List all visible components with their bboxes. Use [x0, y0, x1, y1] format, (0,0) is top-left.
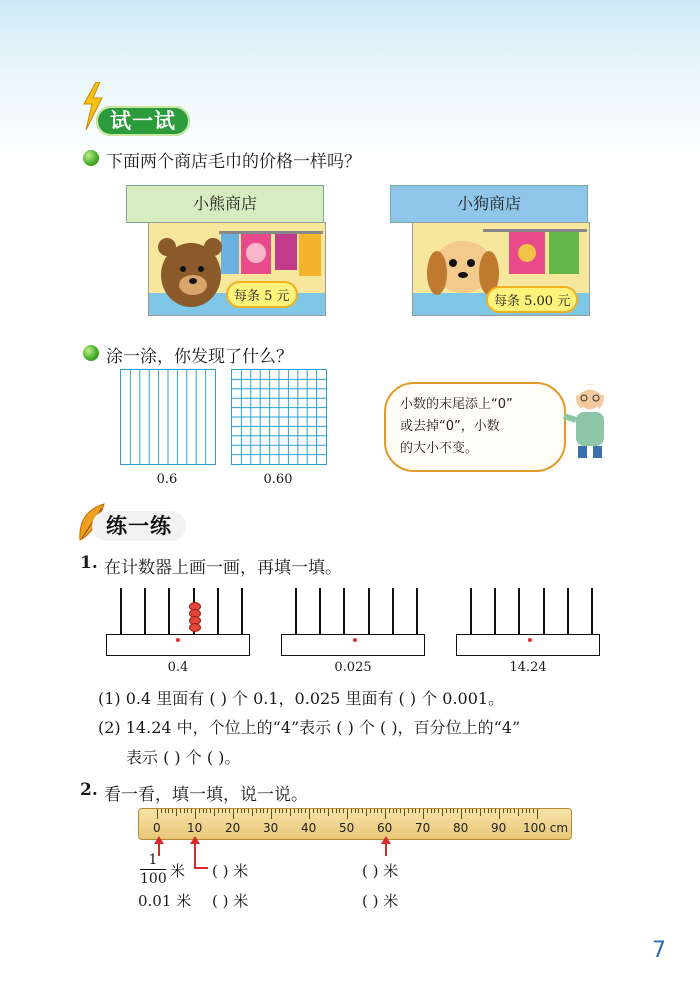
shop-sign-dog: 小狗商店	[390, 185, 588, 223]
arrow-10	[194, 840, 196, 868]
ruler-tick	[404, 809, 405, 816]
decimal-point-icon	[176, 638, 180, 642]
blank-row2-b: ( ) 米	[362, 892, 399, 910]
ruler-tick	[362, 809, 363, 813]
ruler-tick	[450, 809, 451, 813]
ruler-tick	[412, 809, 413, 813]
grid-caption-0-6: 0.6	[156, 472, 178, 487]
fill-line-2: (2) 14.24 中，个位上的“4”表示 ( ) 个 ( )，百分位上的“4”	[98, 718, 521, 737]
ruler-tick	[366, 809, 367, 816]
fraction-bar	[140, 869, 166, 870]
ruler-tick	[396, 809, 397, 813]
question-1-text: 在计数器上画一画，再填一填。	[104, 558, 342, 578]
ruler-tick	[374, 809, 375, 813]
ruler-tick	[256, 809, 257, 813]
ruler-tick	[210, 809, 211, 813]
abacus-2	[281, 588, 425, 656]
ruler-tick	[195, 809, 196, 819]
ruler-label-70: 70	[415, 821, 431, 835]
ruler-tick	[427, 809, 428, 813]
ruler-tick	[206, 809, 207, 813]
ruler-tick	[355, 809, 356, 813]
ruler-tick	[488, 809, 489, 813]
ruler-tick	[184, 809, 185, 813]
ruler	[138, 808, 572, 840]
fraction	[140, 852, 166, 887]
ruler-tick	[336, 809, 337, 813]
ruler-tick	[260, 809, 261, 813]
decimal-point-icon	[528, 638, 532, 642]
ruler-tick	[168, 809, 169, 813]
price-tag-bear: 每条 5 元	[226, 281, 298, 308]
ruler-tick	[271, 809, 272, 819]
ruler-tick	[480, 809, 481, 816]
arrow-head-icon	[190, 836, 200, 844]
ruler-tick	[317, 809, 318, 813]
arrow-connector	[194, 867, 208, 869]
ruler-label-60: 60	[377, 821, 393, 835]
page-number: 7	[652, 938, 666, 963]
ruler-tick	[218, 809, 219, 813]
ruler-tick	[351, 809, 352, 813]
fill-line-3: 表示 ( ) 个 ( )。	[126, 748, 241, 767]
abacus-bead	[189, 623, 201, 632]
ruler-tick	[419, 809, 420, 813]
ruler-tick	[248, 809, 249, 813]
section-badge-try: 试一试	[96, 106, 190, 136]
ruler-tick	[385, 809, 386, 819]
ruler-tick	[294, 809, 295, 813]
ruler-tick	[476, 809, 477, 813]
ruler-tick	[472, 809, 473, 813]
ruler-label-0: 0	[153, 821, 161, 835]
ruler-tick	[514, 809, 515, 813]
speech-bubble	[384, 382, 566, 472]
ruler-tick	[275, 809, 276, 813]
abacus-caption-1: 0.4	[167, 660, 189, 675]
ruler-tick	[332, 809, 333, 813]
ruler-tick	[415, 809, 416, 813]
ruler-tick	[370, 809, 371, 813]
ruler-tick	[157, 809, 158, 819]
ruler-tick	[431, 809, 432, 813]
ruler-tick	[457, 809, 458, 813]
row2-left: 0.01 米	[138, 892, 192, 910]
ruler-tick	[507, 809, 508, 813]
ruler-tick	[290, 809, 291, 816]
blank-row1-a: ( ) 米	[212, 862, 249, 880]
ruler-tick	[187, 809, 188, 813]
ruler-tick	[324, 809, 325, 813]
abacus-base	[106, 634, 250, 656]
speech-line-3: 的大小不变。	[400, 441, 479, 456]
ruler-tick	[442, 809, 443, 816]
question-1-number: 1.	[80, 553, 98, 573]
blank-row1-b: ( ) 米	[362, 862, 399, 880]
ruler-tick	[267, 809, 268, 813]
abacus-caption-2: 0.025	[334, 660, 372, 675]
speech-line-1: 小数的末尾添上“0”	[400, 397, 513, 412]
ruler-tick	[408, 809, 409, 813]
ruler-tick	[225, 809, 226, 813]
ruler-tick	[241, 809, 242, 813]
ruler-tick	[180, 809, 181, 813]
ruler-tick	[176, 809, 177, 816]
ruler-tick	[286, 809, 287, 813]
grid-hundredths	[231, 369, 327, 465]
ruler-tick	[199, 809, 200, 813]
ruler-tick	[522, 809, 523, 813]
shop-bear	[126, 185, 324, 315]
ruler-tick	[434, 809, 435, 813]
arrow-head-icon	[381, 836, 391, 844]
ruler-tick	[172, 809, 173, 813]
ruler-label-20: 20	[225, 821, 241, 835]
ruler-tick	[381, 809, 382, 813]
ruler-tick	[233, 809, 234, 819]
ruler-tick	[377, 809, 378, 813]
ruler-tick	[339, 809, 340, 813]
grandpa-illustration	[562, 380, 618, 462]
ruler-tick	[393, 809, 394, 813]
ruler-tick	[313, 809, 314, 813]
abacus-base	[456, 634, 600, 656]
ruler-tick	[301, 809, 302, 813]
ruler-tick	[309, 809, 310, 819]
question-2-number: 2.	[80, 780, 98, 800]
price-tag-dog: 每条 5.00 元	[486, 286, 578, 313]
arrow-head-icon	[154, 836, 164, 844]
abacus-caption-3: 14.24	[509, 660, 547, 675]
ruler-tick	[484, 809, 485, 813]
ruler-tick	[389, 809, 390, 813]
ruler-tick	[453, 809, 454, 813]
ruler-tick	[400, 809, 401, 813]
ruler-tick	[503, 809, 504, 813]
ruler-tick	[165, 809, 166, 813]
ruler-tick	[526, 809, 527, 813]
fraction-denominator: 100	[140, 871, 167, 887]
ruler-tick	[244, 809, 245, 813]
ruler-label-30: 30	[263, 821, 279, 835]
ruler-label-40: 40	[301, 821, 317, 835]
ruler-tick	[298, 809, 299, 813]
question-2-text: 看一看，填一填，说一说。	[104, 785, 308, 805]
ruler-tick	[465, 809, 466, 813]
shop-dog	[390, 185, 588, 315]
shop-sign-bear: 小熊商店	[126, 185, 324, 223]
ruler-tick	[446, 809, 447, 813]
ruler-tick	[438, 809, 439, 813]
bullet-icon	[83, 345, 99, 361]
ruler-tick	[222, 809, 223, 813]
fraction-unit: 米	[170, 862, 186, 880]
ruler-tick	[252, 809, 253, 816]
bullet-icon	[83, 150, 99, 166]
ruler-tick	[518, 809, 519, 816]
ruler-label-10: 10	[187, 821, 203, 835]
ruler-label-80: 80	[453, 821, 469, 835]
ruler-tick	[305, 809, 306, 813]
section-badge-practice: 练一练	[92, 511, 186, 541]
ruler-tick	[423, 809, 424, 819]
ruler-tick	[263, 809, 264, 813]
ruler-tick	[320, 809, 321, 813]
question-shop-prices: 下面两个商店毛巾的价格一样吗？	[106, 152, 361, 172]
abacus-3	[456, 588, 600, 656]
ruler-tick	[358, 809, 359, 813]
ruler-tick	[491, 809, 492, 813]
ruler-tick	[279, 809, 280, 813]
ruler-label-50: 50	[339, 821, 355, 835]
ruler-tick	[191, 809, 192, 813]
ruler-tick	[461, 809, 462, 819]
ruler-tick	[282, 809, 283, 813]
fraction-numerator: 1	[148, 852, 158, 868]
ruler-tick	[343, 809, 344, 813]
ruler-tick	[499, 809, 500, 819]
ruler-tick	[328, 809, 329, 816]
ruler-label-90: 90	[491, 821, 507, 835]
question-coloring: 涂一涂，你发现了什么？	[106, 347, 293, 367]
decimal-point-icon	[353, 638, 357, 642]
ruler-tick	[237, 809, 238, 813]
ruler-tick	[347, 809, 348, 819]
abacus-base	[281, 634, 425, 656]
ruler-tick	[203, 809, 204, 813]
ruler-label-100: 100 cm	[523, 821, 569, 835]
ruler-tick	[495, 809, 496, 813]
fill-line-1: (1) 0.4 里面有 ( ) 个 0.1，0.025 里面有 ( ) 个 0.001。	[98, 689, 505, 708]
ruler-tick	[229, 809, 230, 813]
blank-row2-a: ( ) 米	[212, 892, 249, 910]
ruler-tick	[537, 809, 538, 819]
ruler-tick	[214, 809, 215, 816]
ruler-tick	[533, 809, 534, 813]
grid-caption-0-60: 0.60	[263, 472, 293, 487]
ruler-tick	[510, 809, 511, 813]
ruler-tick	[161, 809, 162, 813]
speech-line-2: 或去掉“0”，小数	[400, 419, 500, 434]
ruler-tick	[529, 809, 530, 813]
abacus-1	[106, 588, 250, 656]
grid-tenths	[120, 369, 216, 465]
ruler-tick	[469, 809, 470, 813]
